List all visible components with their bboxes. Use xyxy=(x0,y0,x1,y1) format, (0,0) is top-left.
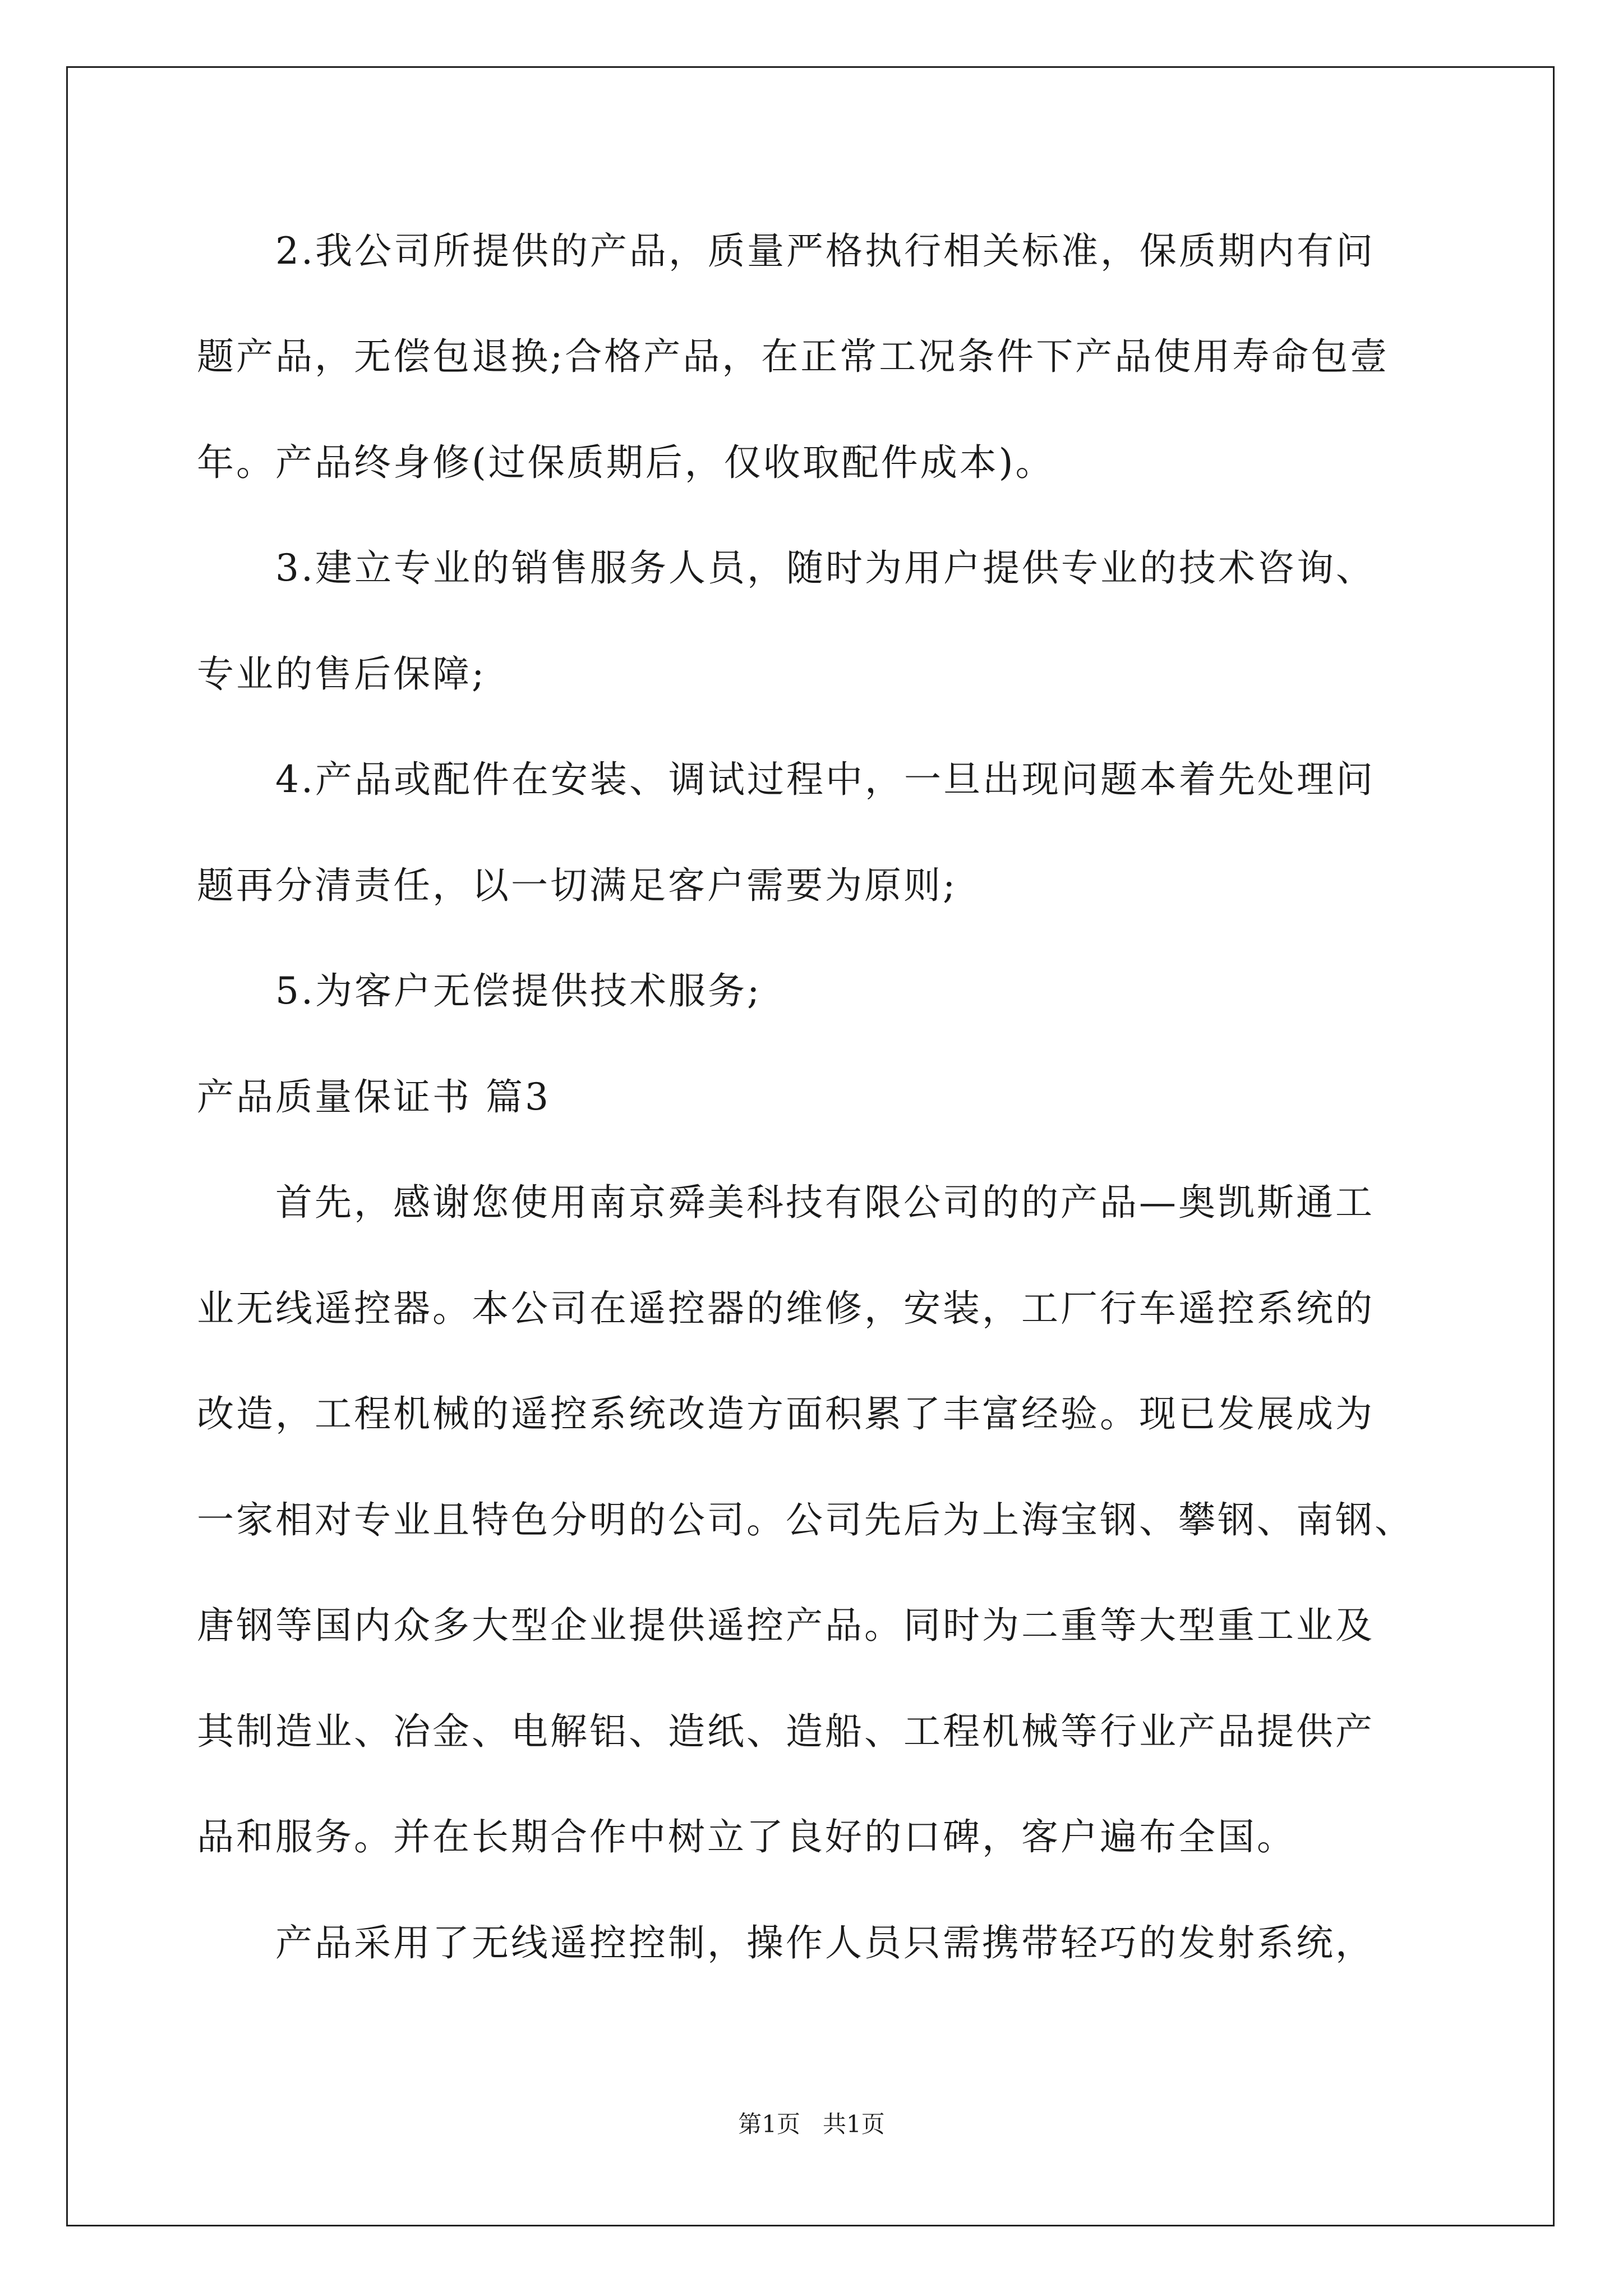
paragraph-line: 首先，感谢您使用南京舜美科技有限公司的的产品—奥凯斯通工 xyxy=(275,1181,1375,1224)
paragraph-line: 一家相对专业且特色分明的公司。公司先后为上海宝钢、攀钢、南钢、 xyxy=(197,1498,1414,1542)
paragraph-line: 题产品，无偿包退换;合格产品，在正常工况条件下产品使用寿命包壹 xyxy=(197,335,1390,378)
paragraph-line: 2.我公司所提供的产品，质量严格执行相关标准，保质期内有问 xyxy=(275,229,1375,273)
paragraph-line: 5.为客户无偿提供技术服务; xyxy=(275,969,762,1013)
paragraph-line: 年。产品终身修(过保质期后，仅收取配件成本)。 xyxy=(197,441,1055,484)
paragraph-line: 题再分清责任，以一切满足客户需要为原则; xyxy=(197,864,958,907)
paragraph-line: 4.产品或配件在安装、调试过程中，一旦出现问题本着先处理问 xyxy=(275,758,1375,801)
paragraph-line: 改造，工程机械的遥控系统改造方面积累了丰富经验。现已发展成为 xyxy=(197,1392,1375,1435)
paragraph-line: 其制造业、冶金、电解铝、造纸、造船、工程机械等行业产品提供产 xyxy=(197,1710,1375,1753)
paragraph-line: 品和服务。并在长期合作中树立了良好的口碑，客户遍布全国。 xyxy=(197,1815,1296,1858)
section-heading: 产品质量保证书 篇3 xyxy=(197,1075,551,1119)
paragraph-line: 3.建立专业的销售服务人员，随时为用户提供专业的技术咨询、 xyxy=(275,546,1375,590)
page-border xyxy=(66,66,1555,2226)
page-footer: 第1页 共1页 xyxy=(738,2110,885,2138)
paragraph-line: 业无线遥控器。本公司在遥控器的维修，安装，工厂行车遥控系统的 xyxy=(197,1287,1375,1330)
paragraph-line: 产品采用了无线遥控控制，操作人员只需携带轻巧的发射系统， xyxy=(275,1921,1375,1964)
paragraph-line: 唐钢等国内众多大型企业提供遥控产品。同时为二重等大型重工业及 xyxy=(197,1604,1375,1647)
paragraph-line: 专业的售后保障; xyxy=(197,652,487,696)
